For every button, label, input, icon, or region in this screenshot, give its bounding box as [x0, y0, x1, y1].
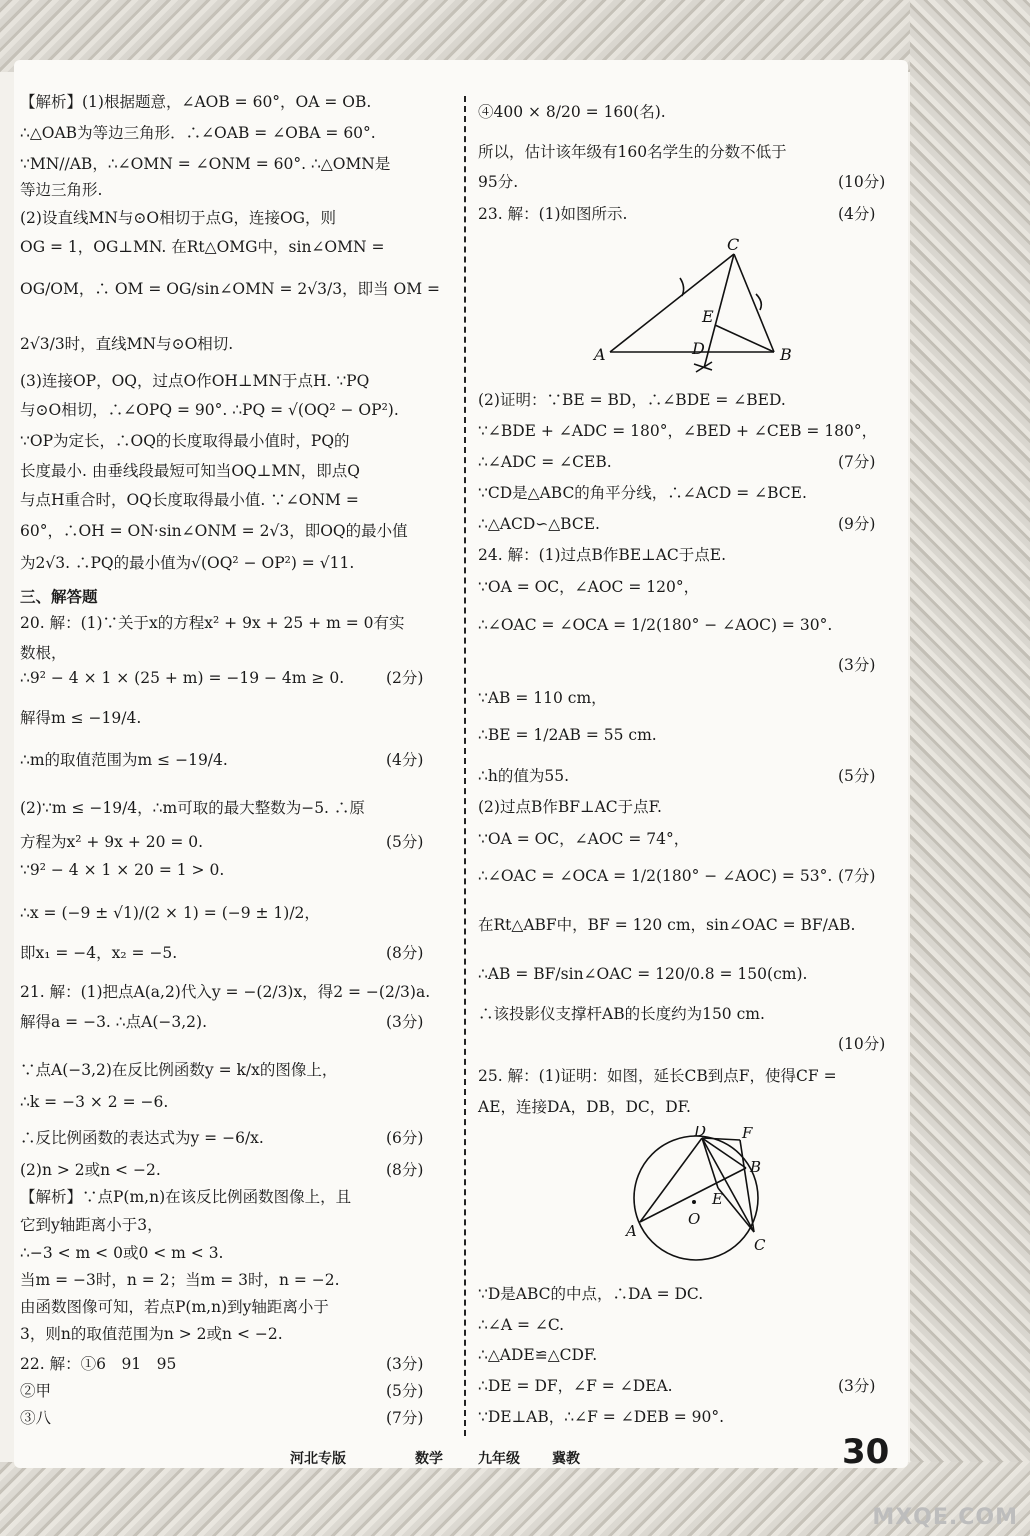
text-line: 数根， [20, 644, 67, 662]
label-a: A [594, 345, 606, 364]
label-e: E [712, 1190, 723, 1208]
text-line: ∵CD是△ABC的角平分线，∴∠ACD = ∠BCE. [478, 484, 807, 502]
text-line: 24. 解：(1)过点B作BE⊥AC于点E. [478, 546, 727, 564]
text-line: 60°，∴OH = ON·sin∠ONM = 2√3，即OQ的最小值 [20, 522, 408, 540]
text-line: 【解析】(1)根据题意，∠AOB = 60°，OA = OB. [20, 93, 372, 111]
score-label: (3分) [838, 1377, 876, 1395]
text-line: 与⊙O相切，∴∠OPQ = 90°. ∴PQ = √(OQ² − OP²). [20, 401, 399, 419]
score-label: (8分) [386, 1161, 424, 1179]
footer-version: 冀教 [552, 1451, 580, 1467]
text-line: 为2√3. ∴PQ的最小值为√(OQ² − OP²) = √11. [20, 554, 355, 572]
text-line: 等边三角形. [20, 181, 103, 199]
score-label: (3分) [838, 656, 876, 674]
text-line: 20. 解：(1)∵关于x的方程x² + 9x + 25 + m = 0有实 [20, 614, 405, 632]
text-line: 由函数图像可知，若点P(m,n)到y轴距离小于 [20, 1298, 329, 1316]
text-line: 23. 解：(1)如图所示. [478, 205, 628, 223]
score-label: (5分) [838, 767, 876, 785]
text-line: ④400 × 8/20 = 160(名). [478, 103, 666, 121]
text-line: ∴△OAB为等边三角形．∴∠OAB = ∠OBA = 60°. [20, 124, 376, 142]
segment-df [702, 1138, 740, 1140]
construction-arc [756, 294, 761, 310]
label-d: D [694, 1126, 707, 1140]
text-line: ∴∠OAC = ∠OCA = 1/2(180° − ∠AOC) = 30°. [478, 616, 833, 634]
text-line: 在Rt△ABF中，BF = 120 cm，sin∠OAC = BF/AB. [478, 916, 856, 934]
text-line: (2)∵m ≤ −19/4，∴m可取的最大整数为−5. ∴原 [20, 799, 365, 817]
text-line: ∵MN//AB，∴∠OMN = ∠ONM = 60°. ∴△OMN是 [20, 155, 391, 173]
score-label: (10分) [838, 173, 886, 191]
text-line: ∵OA = OC，∠AOC = 74°， [478, 830, 690, 848]
text-line: ∴m的取值范围为m ≤ −19/4. [20, 751, 228, 769]
text-line: ②甲 [20, 1382, 52, 1400]
text-line: ∵D是ABC的中点，∴DA = DC. [478, 1285, 704, 1303]
label-b: B [750, 1158, 762, 1176]
label-o: O [688, 1210, 701, 1228]
text-line: 解得a = −3. ∴点A(−3,2). [20, 1013, 207, 1031]
text-line: 【解析】∵点P(m,n)在该反比例函数图像上，且 [20, 1188, 352, 1206]
construction-arc [680, 278, 684, 296]
text-line: 95分. [478, 173, 519, 191]
footer-grade: 九年级 [478, 1451, 520, 1467]
watermark: MXQE.COM [872, 1505, 1018, 1530]
text-line: ∴9² − 4 × 1 × (25 + m) = −19 − 4m ≥ 0. [20, 669, 345, 687]
decorative-frame-right [910, 0, 1030, 1500]
score-label: (7分) [838, 453, 876, 471]
page-number: 30 [842, 1432, 890, 1472]
label-a: A [626, 1222, 637, 1240]
text-line: 3，则n的取值范围为n > 2或n < −2. [20, 1325, 283, 1343]
label-d: D [692, 339, 705, 358]
score-label: (10分) [838, 1035, 886, 1053]
text-line: 2√3/3时，直线MN与⊙O相切. [20, 335, 234, 353]
text-line: ∴AB = BF/sin∠OAC = 120/0.8 = 150(cm). [478, 965, 808, 983]
center-point [692, 1200, 696, 1204]
footer-subject: 数学 [415, 1451, 443, 1467]
text-line: (3)连接OP，OQ，过点O作OH⊥MN于点H. ∵PQ [20, 372, 370, 390]
score-label: (5分) [386, 1382, 424, 1400]
text-line: ∴△ADE≌△CDF. [478, 1346, 598, 1364]
text-line: ∴DE = DF，∠F = ∠DEA. [478, 1377, 673, 1395]
label-c: C [727, 235, 740, 254]
text-line: 22. 解：①6 91 95 [20, 1355, 177, 1373]
triangle-figure [588, 232, 818, 382]
text-line: ③八 [20, 1409, 52, 1427]
text-line: ∴△ACD∽△BCE. [478, 515, 600, 533]
score-label: (3分) [386, 1355, 424, 1373]
score-label: (6分) [386, 1129, 424, 1147]
label-f: F [742, 1126, 753, 1142]
text-line: 即x₁ = −4，x₂ = −5. [20, 944, 178, 962]
label-c: C [754, 1236, 766, 1254]
text-line: 25. 解：(1)证明：如图，延长CB到点F，使得CF = [478, 1067, 837, 1085]
text-line: ∴h的值为55. [478, 767, 569, 785]
score-label: (2分) [386, 669, 424, 687]
label-b: B [780, 345, 792, 364]
text-line: AE，连接DA，DB，DC，DF. [478, 1098, 691, 1116]
score-label: (7分) [838, 867, 876, 885]
text-line: ∴∠A = ∠C. [478, 1316, 565, 1334]
text-line: ∴∠ADC = ∠CEB. [478, 453, 612, 471]
text-line: ∵OP为定长，∴OQ的长度取得最小值时，PQ的 [20, 432, 350, 450]
text-line: ∴k = −3 × 2 = −6. [20, 1093, 169, 1111]
text-line: (2)过点B作BF⊥AC于点F. [478, 798, 662, 816]
text-line: 与点H重合时，OQ长度取得最小值. ∵∠ONM = [20, 491, 359, 509]
text-line: ∴该投影仪支撑杆AB的长度约为150 cm. [478, 1005, 765, 1023]
footer-edition: 河北专版 [290, 1451, 346, 1467]
text-line: (2)证明：∵BE = BD，∴∠BDE = ∠BED. [478, 391, 786, 409]
text-line: ∴−3 < m < 0或0 < m < 3. [20, 1244, 224, 1262]
section-heading: 三、解答题 [20, 587, 98, 606]
label-e: E [702, 307, 714, 326]
score-label: (3分) [386, 1013, 424, 1031]
text-line: 解得m ≤ −19/4. [20, 709, 142, 727]
text-line: (2)设直线MN与⊙O相切于点G，连接OG，则 [20, 209, 337, 227]
score-label: (4分) [838, 205, 876, 223]
text-line: 长度最小. 由垂线段最短可知当OQ⊥MN，即点Q [20, 462, 360, 480]
score-label: (5分) [386, 833, 424, 851]
text-line: ∴反比例函数的表达式为y = −6/x. [20, 1129, 264, 1147]
score-label: (4分) [386, 751, 424, 769]
text-line: 21. 解：(1)把点A(a,2)代入y = −(2/3)x，得2 = −(2/3)a. [20, 983, 431, 1001]
text-line: 方程为x² + 9x + 20 = 0. [20, 833, 204, 851]
text-line: 它到y轴距离小于3， [20, 1216, 163, 1234]
score-label: (8分) [386, 944, 424, 962]
text-line: ∵点A(−3,2)在反比例函数y = k/x的图像上， [20, 1061, 338, 1079]
column-divider [464, 96, 466, 1436]
text-line: ∵OA = OC，∠AOC = 120°， [478, 578, 700, 596]
text-line: ∴x = (−9 ± √1)/(2 × 1) = (−9 ± 1)/2， [20, 904, 320, 922]
construction-arc [694, 362, 712, 372]
text-line: OG/OM，∴ OM = OG/sin∠OMN = 2√3/3，即当 OM = [20, 280, 441, 298]
text-line: OG = 1，OG⊥MN. 在Rt△OMG中，sin∠OMN = [20, 238, 385, 256]
text-line: ∵9² − 4 × 1 × 20 = 1 > 0. [20, 861, 225, 879]
text-line: (2)n > 2或n < −2. [20, 1161, 161, 1179]
text-line: ∴∠OAC = ∠OCA = 1/2(180° − ∠AOC) = 53°. [478, 867, 833, 885]
segment-ac [610, 254, 734, 352]
circle-figure [618, 1126, 788, 1266]
text-line: ∴BE = 1/2AB = 55 cm. [478, 726, 657, 744]
circle-o [634, 1136, 758, 1260]
text-line: 所以，估计该年级有160名学生的分数不低于 [478, 143, 787, 161]
text-line: ∵DE⊥AB，∴∠F = ∠DEB = 90°. [478, 1408, 725, 1426]
text-line: 当m = −3时，n = 2；当m = 3时，n = −2. [20, 1271, 340, 1289]
score-label: (9分) [838, 515, 876, 533]
score-label: (7分) [386, 1409, 424, 1427]
text-line: ∵AB = 110 cm， [478, 689, 607, 707]
text-line: ∵∠BDE + ∠ADC = 180°，∠BED + ∠CEB = 180°， [478, 422, 878, 440]
